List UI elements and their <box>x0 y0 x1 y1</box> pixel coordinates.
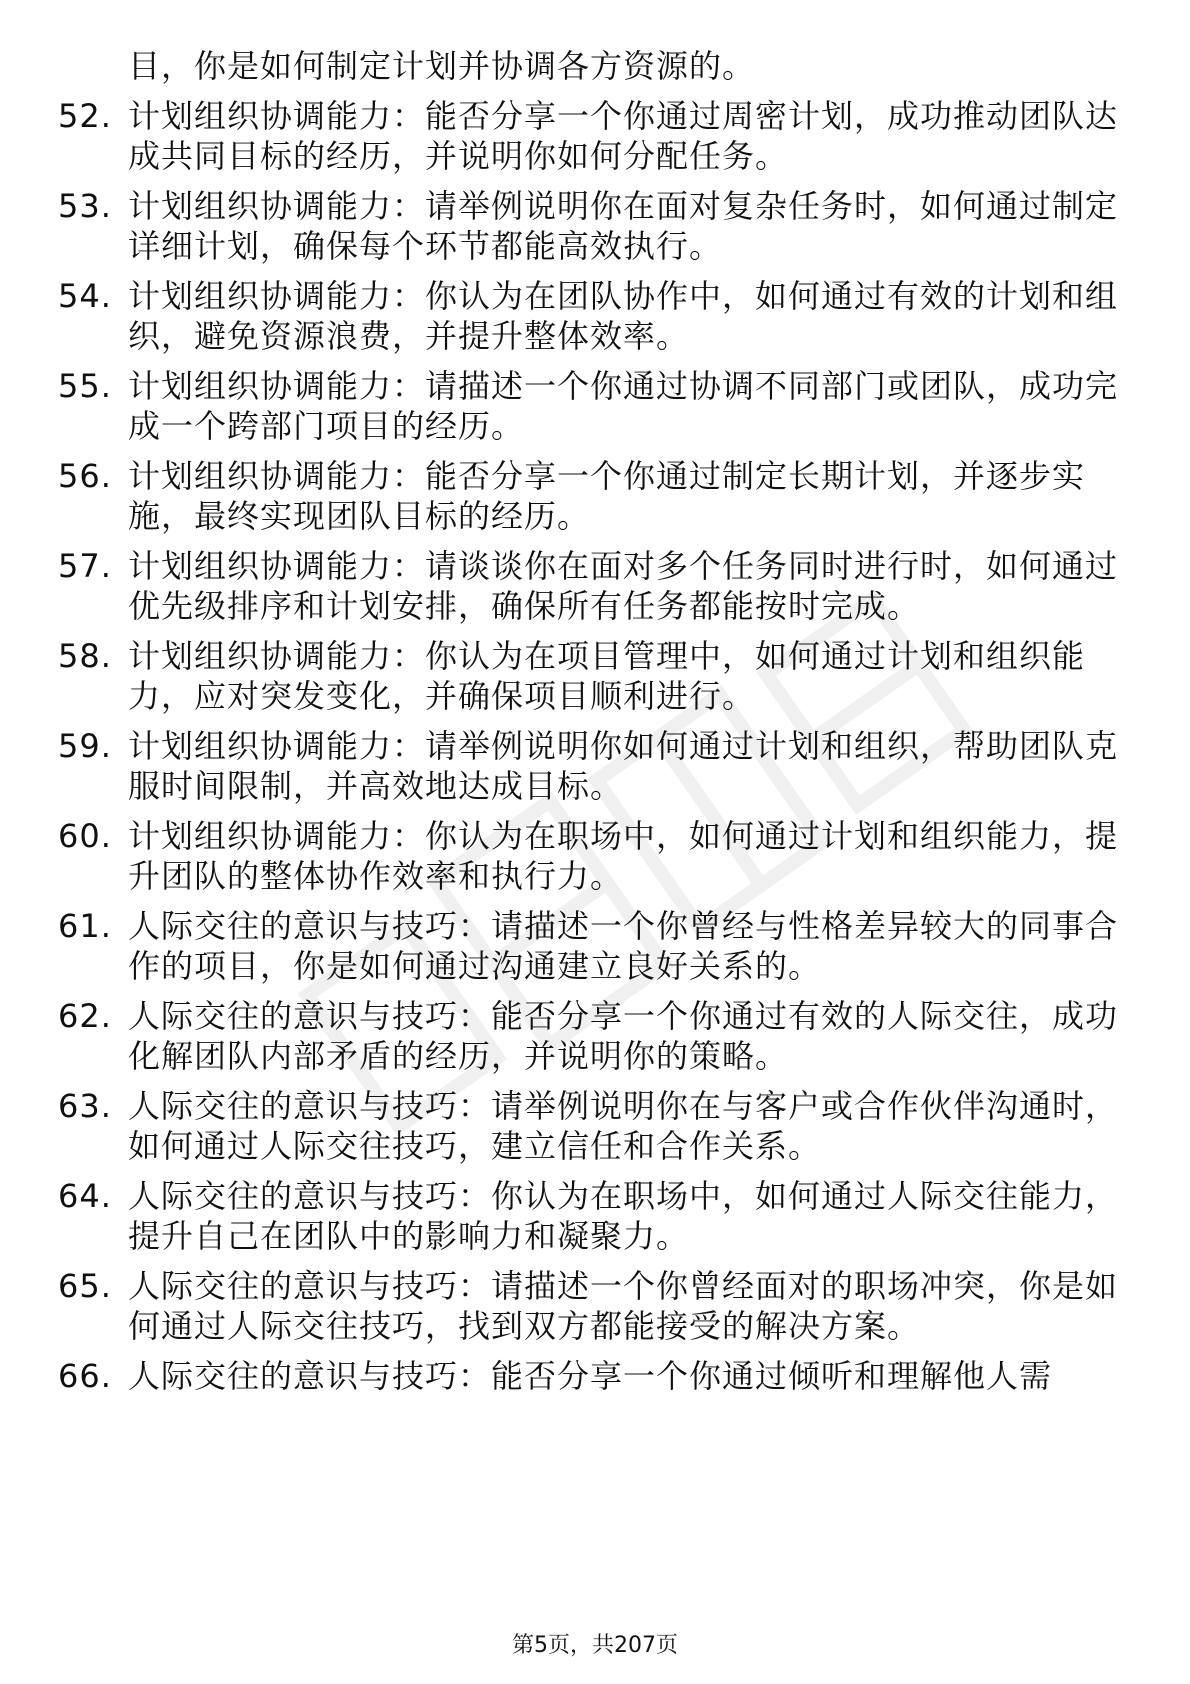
question-number: 64. <box>58 1177 112 1215</box>
question-item <box>58 1176 1118 1256</box>
question-text: 计划组织协调能力：你认为在项目管理中，如何通过计划和组织能力，应对突发变化，并确保项目顺利进行。 <box>128 637 1086 715</box>
question-text: 计划组织协调能力：请谈谈你在面对多个任务同时进行时，如何通过优先级排序和计划安排，确保所有任务都能按时完成。 <box>128 547 1119 625</box>
question-text: 人际交往的意识与技巧：你认为在职场中，如何通过人际交往能力，提升自己在团队中的影响力和凝聚力。 <box>128 1177 1119 1255</box>
question-text: 计划组织协调能力：请举例说明你如何通过计划和组织，帮助团队克服时间限制，并高效地达成目标。 <box>128 727 1119 805</box>
question-number: 53. <box>58 187 112 225</box>
question-item <box>58 996 1118 1076</box>
question-item <box>58 1356 1118 1436</box>
question-number: 60. <box>58 817 112 855</box>
question-text: 人际交往的意识与技巧：能否分享一个你通过有效的人际交往，成功化解团队内部矛盾的经历，并说明你的策略。 <box>128 997 1119 1075</box>
question-item <box>58 906 1118 986</box>
question-item <box>58 456 1118 536</box>
question-number: 63. <box>58 1087 112 1125</box>
question-number: 56. <box>58 457 112 495</box>
question-text: 计划组织协调能力：请举例说明你在面对复杂任务时，如何通过制定详细计划，确保每个环节都能高效执行。 <box>128 187 1119 265</box>
question-item <box>58 726 1118 806</box>
question-item <box>58 1086 1118 1166</box>
question-number: 58. <box>58 637 112 675</box>
question-text: 计划组织协调能力：你认为在团队协作中，如何通过有效的计划和组织，避免资源浪费，并提升整体效率。 <box>128 277 1119 355</box>
question-number: 52. <box>58 97 112 135</box>
question-number: 54. <box>58 277 112 315</box>
question-text: 人际交往的意识与技巧：请描述一个你曾经面对的职场冲突，你是如何通过人际交往技巧，找到双方都能接受的解决方案。 <box>128 1267 1119 1345</box>
question-list <box>58 96 1118 1436</box>
question-item <box>58 366 1118 446</box>
question-text: 计划组织协调能力：请描述一个你通过协调不同部门或团队，成功完成一个跨部门项目的经历。 <box>128 367 1119 445</box>
question-number: 66. <box>58 1357 112 1395</box>
question-item <box>58 276 1118 356</box>
question-text: 人际交往的意识与技巧：请举例说明你在与客户或合作伙伴沟通时，如何通过人际交往技巧，建立信任和合作关系。 <box>128 1087 1119 1165</box>
question-item <box>58 1266 1118 1346</box>
question-text: 人际交往的意识与技巧：能否分享一个你通过倾听和理解他人需 <box>128 1357 1053 1395</box>
question-item <box>58 546 1118 626</box>
question-number: 62. <box>58 997 112 1035</box>
question-content <box>58 46 1118 1436</box>
question-item <box>58 186 1118 266</box>
question-item <box>58 816 1118 896</box>
question-number: 65. <box>58 1267 112 1305</box>
question-number: 55. <box>58 367 112 405</box>
page-footer: 第5页，共207页 <box>512 1633 678 1658</box>
question-number: 61. <box>58 907 112 945</box>
question-text: 计划组织协调能力：你认为在职场中，如何通过计划和组织能力，提升团队的整体协作效率和执行力。 <box>128 817 1119 895</box>
question-number: 57. <box>58 547 112 585</box>
question-text: 计划组织协调能力：能否分享一个你通过制定长期计划，并逐步实施，最终实现团队目标的经历。 <box>128 457 1086 535</box>
question-text: 计划组织协调能力：能否分享一个你通过周密计划，成功推动团队达成共同目标的经历，并说明你如何分配任务。 <box>128 97 1119 175</box>
question-number: 59. <box>58 727 112 765</box>
question-item <box>58 636 1118 716</box>
continued-question-text: 目，你是如何制定计划并协调各方资源的。 <box>128 47 756 85</box>
question-text: 人际交往的意识与技巧：请描述一个你曾经与性格差异较大的同事合作的项目，你是如何通过沟通建立良好关系的。 <box>128 907 1119 985</box>
question-item <box>58 96 1118 176</box>
